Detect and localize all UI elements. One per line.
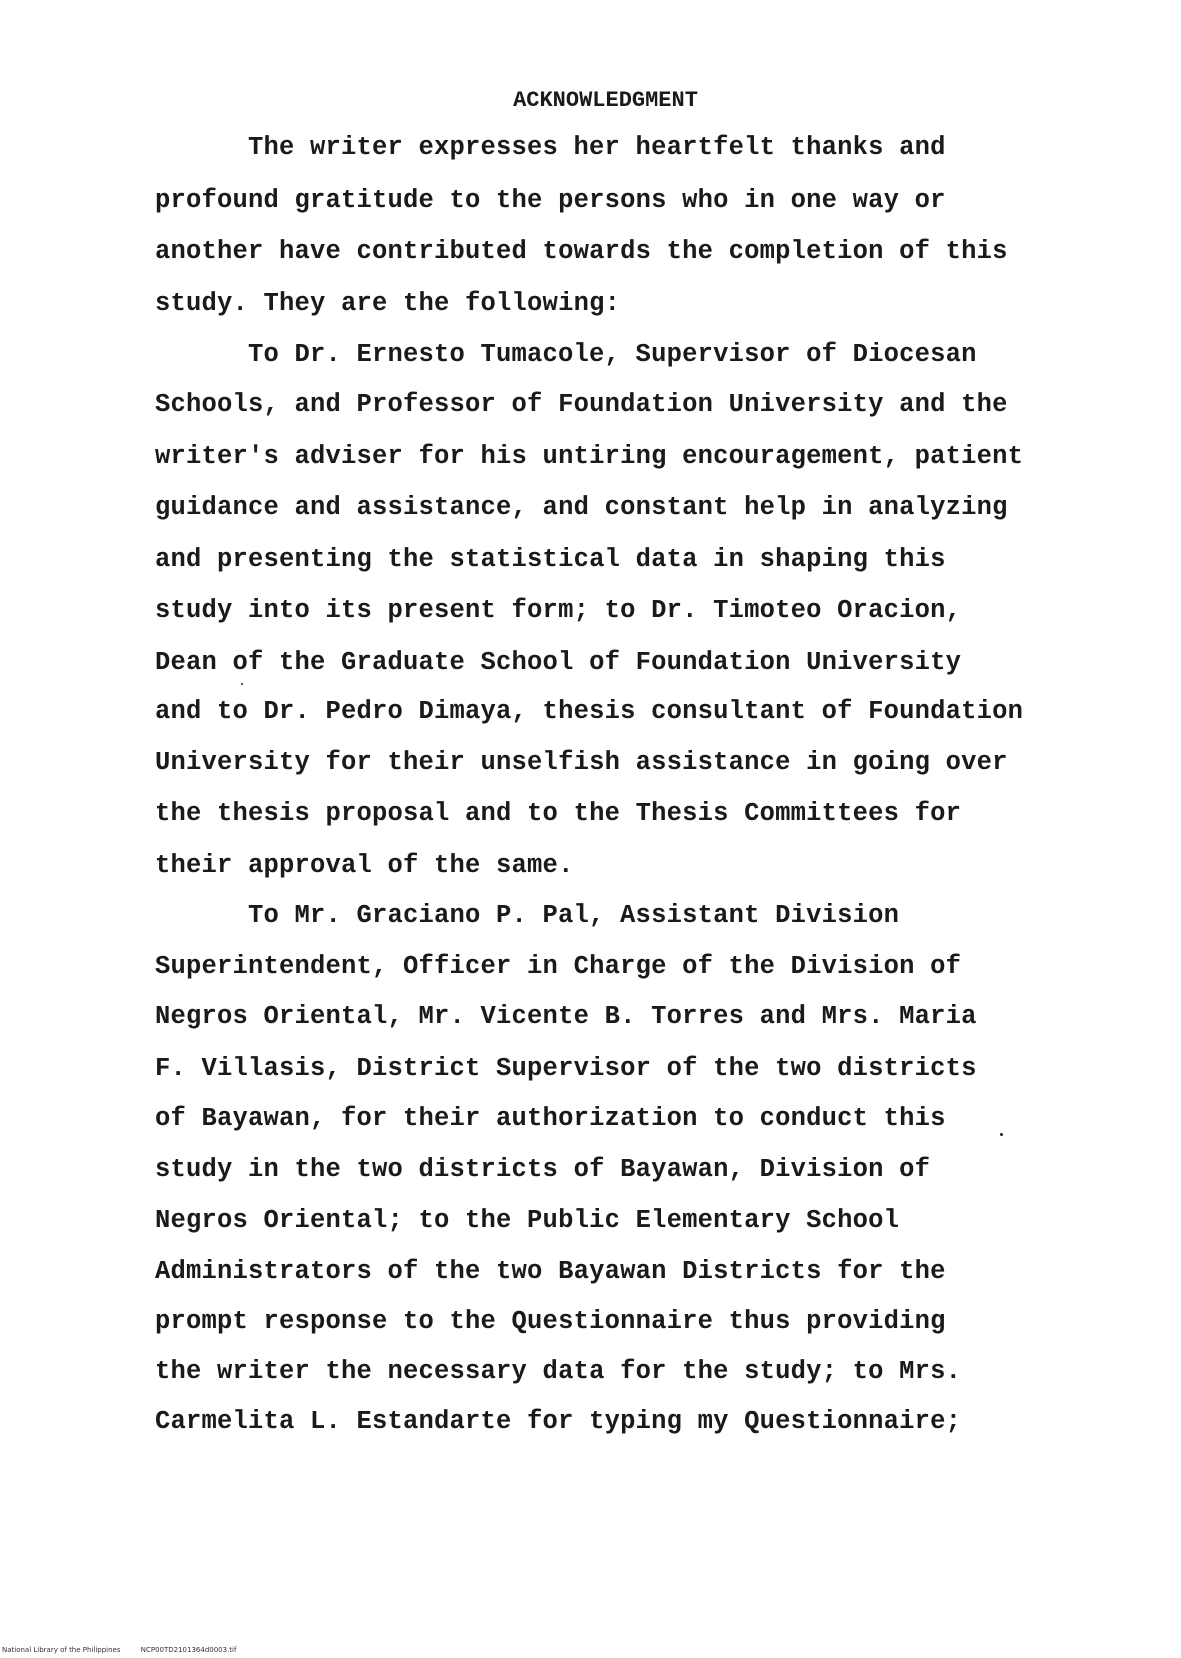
text-line: study. They are the following: — [155, 289, 621, 318]
text-line: University for their unselfish assistance in going over — [155, 748, 1008, 777]
text-line: The writer expresses her heartfelt thanks and — [248, 133, 946, 162]
text-line: Carmelita L. Estandarte for typing my Questionnaire; — [155, 1407, 962, 1436]
text-line: study in the two districts of Bayawan, Division of — [155, 1155, 931, 1184]
text-line: their approval of the same. — [155, 851, 574, 880]
page-title: ACKNOWLEDGMENT — [513, 88, 698, 113]
text-line: To Dr. Ernesto Tumacole, Supervisor of Diocesan — [248, 340, 977, 369]
scan-speck — [1000, 1133, 1003, 1136]
text-line: writer's adviser for his untiring encouragement, patient — [155, 442, 1024, 471]
footer-file-id: NCP00TD2101364d0003.tif — [140, 1646, 237, 1654]
scan-speck — [241, 683, 243, 685]
text-line: prompt response to the Questionnaire thus providing — [155, 1307, 946, 1336]
text-line: Administrators of the two Bayawan Districts for the — [155, 1257, 946, 1286]
text-line: profound gratitude to the persons who in one way or — [155, 186, 946, 215]
text-line: Negros Oriental, Mr. Vicente B. Torres and Mrs. Maria — [155, 1002, 977, 1031]
text-line: and presenting the statistical data in shaping this — [155, 545, 946, 574]
text-line: the thesis proposal and to the Thesis Committees for — [155, 799, 962, 828]
text-line: Schools, and Professor of Foundation University and the — [155, 390, 1008, 419]
text-line: Dean of the Graduate School of Foundation University — [155, 648, 962, 677]
text-line: F. Villasis, District Supervisor of the two districts — [155, 1054, 977, 1083]
text-line: another have contributed towards the completion of this — [155, 237, 1008, 266]
text-line: and to Dr. Pedro Dimaya, thesis consultant of Foundation — [155, 697, 1024, 726]
text-line: study into its present form; to Dr. Timoteo Oracion, — [155, 596, 962, 625]
footer-library: National Library of the Philippines — [2, 1646, 121, 1654]
text-line: Superintendent, Officer in Charge of the Division of — [155, 952, 962, 981]
text-line: Negros Oriental; to the Public Elementary School — [155, 1206, 900, 1235]
text-line: To Mr. Graciano P. Pal, Assistant Division — [248, 901, 900, 930]
text-line: guidance and assistance, and constant help in analyzing — [155, 493, 1008, 522]
text-line: the writer the necessary data for the study; to Mrs. — [155, 1357, 962, 1386]
scan-footer — [2, 1646, 254, 1654]
text-line: of Bayawan, for their authorization to conduct this — [155, 1104, 946, 1133]
